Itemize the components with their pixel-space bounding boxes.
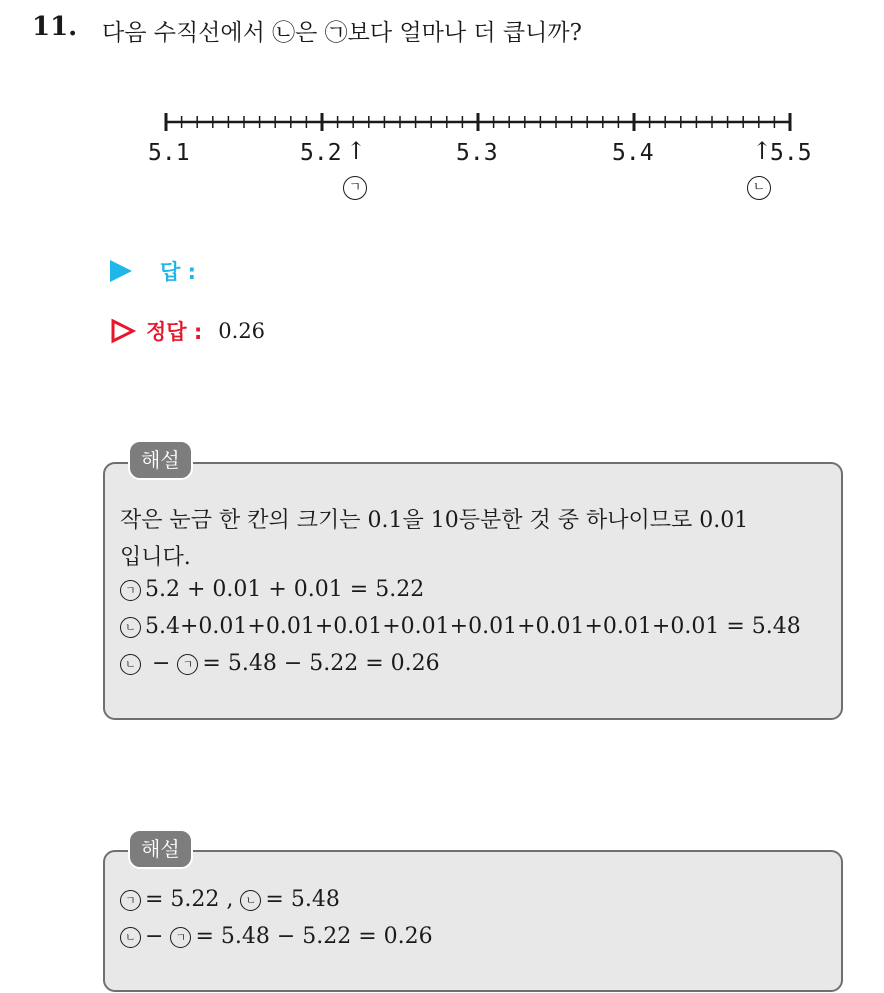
correct-answer-value: 0.26	[218, 319, 266, 343]
circle-n-icon: ㄴ	[120, 654, 141, 675]
explanation2-line2-text: = 5.48 − 5.22 = 0.26	[195, 924, 433, 949]
number-line-axis	[140, 100, 840, 140]
explanation-box-2	[103, 850, 843, 992]
circle-g-icon: ㄱ	[177, 654, 198, 675]
explanation2-line2	[120, 924, 433, 949]
number-line	[140, 100, 840, 210]
marker-arrow-n: ↑	[752, 137, 773, 165]
tick-label-5-3: 5.3	[456, 140, 498, 166]
marker-symbol-g: ㄱ	[343, 176, 367, 200]
explanation1-line5-text: = 5.48 − 5.22 = 0.26	[202, 651, 440, 676]
explanation1-line4-text: 5.4+0.01+0.01+0.01+0.01+0.01+0.01+0.01+0.01 = 5.48	[145, 614, 801, 639]
answer-triangle-icon	[110, 260, 132, 282]
tick-label-5-2: 5.2	[300, 140, 342, 166]
marker-arrow-g: ↑	[346, 137, 367, 165]
explanation1-line3-text: 5.2 + 0.01 + 0.01 = 5.22	[145, 577, 425, 602]
explanation1-line5-minus: −	[145, 651, 178, 676]
question-number: 11.	[32, 12, 78, 42]
answer-label: 답 :	[160, 260, 196, 284]
correct-answer-row	[110, 316, 265, 346]
correct-answer-label: 정답 :	[146, 320, 203, 344]
circle-n-icon: ㄴ	[120, 617, 141, 638]
circle-g-icon: ㄱ	[120, 580, 141, 601]
explanation2-line1-a: = 5.22 ,	[145, 887, 234, 912]
explanation1-line5	[120, 651, 440, 676]
tick-label-5-5: 5.5	[770, 140, 812, 166]
explanation2-line2-minus: −	[145, 924, 171, 949]
circle-g-icon: ㄱ	[120, 890, 141, 911]
question-text: 다음 수직선에서 ㉡은 ㉠보다 얼마나 더 큽니까?	[102, 20, 582, 46]
explanation1-line1: 작은 눈금 한 칸의 크기는 0.1을 10등분한 것 중 하나이므로 0.01	[120, 508, 749, 533]
explanation1-line4	[120, 614, 801, 639]
explanation-tag-1: 해설	[128, 440, 193, 480]
tick-label-5-1: 5.1	[148, 140, 190, 166]
tick-label-5-4: 5.4	[612, 140, 654, 166]
explanation1-line2: 입니다.	[120, 545, 191, 570]
marker-symbol-n: ㄴ	[747, 176, 771, 200]
explanation-tag-2: 해설	[128, 829, 193, 869]
correct-triangle-icon	[110, 318, 136, 344]
circle-g-icon: ㄱ	[170, 927, 191, 948]
circle-n-icon: ㄴ	[120, 927, 141, 948]
explanation2-line1	[120, 887, 340, 912]
circle-n-icon: ㄴ	[240, 890, 261, 911]
explanation1-line3	[120, 577, 424, 602]
explanation2-line1-b: = 5.48	[265, 887, 340, 912]
answer-row	[110, 256, 196, 286]
